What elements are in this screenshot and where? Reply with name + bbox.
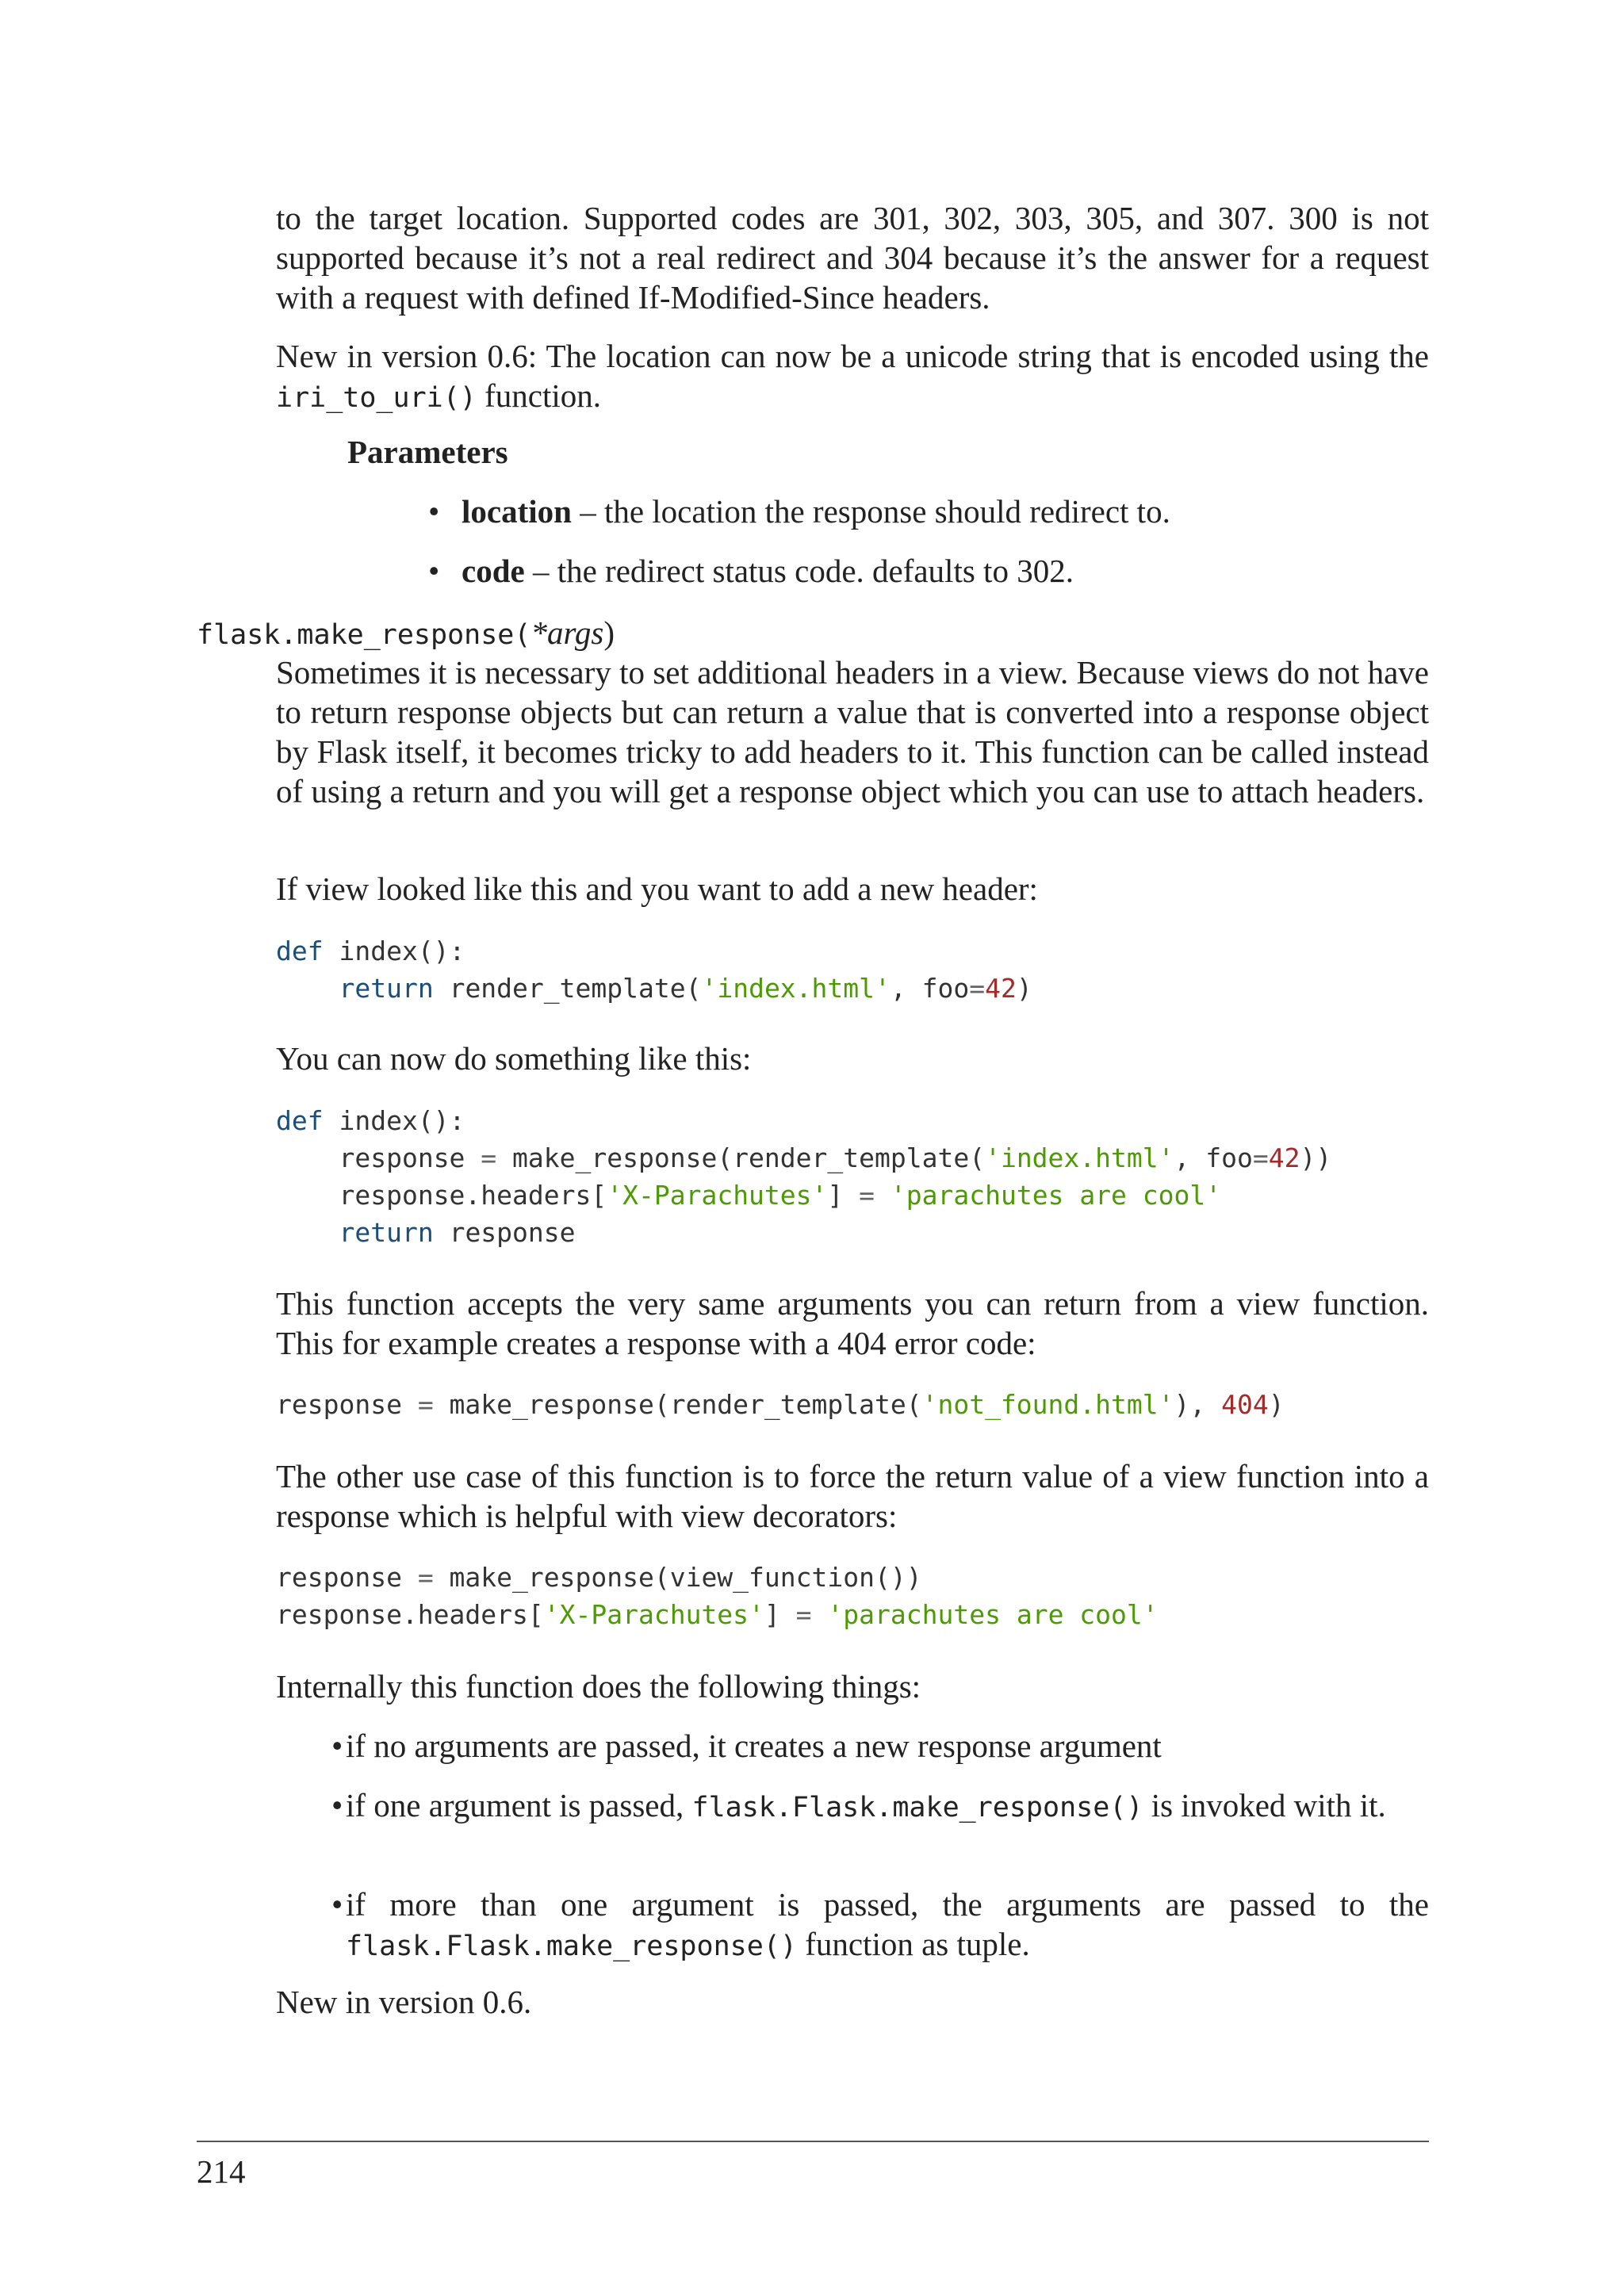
parameters-heading: Parameters bbox=[347, 434, 508, 470]
param-name: location bbox=[462, 493, 572, 530]
make-response-signature bbox=[197, 613, 615, 655]
param-location bbox=[428, 492, 1170, 531]
closing-new-in-version bbox=[276, 1982, 1429, 2022]
paragraph-text: The other use case of this function is to force the return value of a view function into a response which is helpful with view decorators: bbox=[276, 1458, 1429, 1534]
bullet-icon: • bbox=[331, 1787, 343, 1823]
make-response-para-1 bbox=[276, 652, 1429, 811]
function-close-paren: ) bbox=[603, 614, 615, 651]
bullet-item-2 bbox=[331, 1785, 1429, 1827]
make-response-para-4 bbox=[276, 1284, 1429, 1363]
new-in-prefix: New in version 0.6: The location can now be a unicode string that is encoded using the bbox=[276, 338, 1429, 374]
bullet-text: if one argument is passed, flask.Flask.make_response() is invoked with it. bbox=[346, 1787, 1386, 1823]
flask-make-response-ref[interactable]: flask.Flask.make_response() bbox=[346, 1931, 797, 1962]
footer-rule bbox=[197, 2141, 1429, 2142]
bullet-item-1 bbox=[331, 1726, 1429, 1766]
bullet-icon: • bbox=[428, 553, 440, 589]
bullet-text: if no arguments are passed, it creates a new response argument bbox=[346, 1728, 1162, 1764]
param-desc: – the redirect status code. defaults to 302. bbox=[524, 553, 1074, 589]
function-args: *args bbox=[530, 614, 604, 651]
new-in-suffix: function. bbox=[476, 377, 602, 414]
paragraph-text: If view looked like this and you want to add a new header: bbox=[276, 871, 1038, 907]
param-desc: – the location the response should redirect to. bbox=[571, 493, 1170, 530]
bullet-icon: • bbox=[331, 1728, 343, 1764]
paragraph-text: Sometimes it is necessary to set additional headers in a view. Because views do not have to return response objects but can return a value that is converted into a response object by Flask itself, it becomes tricky to add headers to it. This function can be called instead of using a return and you will get a response object which you can use to attach headers. bbox=[276, 654, 1429, 809]
param-code bbox=[428, 551, 1074, 591]
param-name: code bbox=[462, 553, 525, 589]
make-response-para-5 bbox=[276, 1456, 1429, 1536]
flask-make-response-ref[interactable]: flask.Flask.make_response() bbox=[691, 1792, 1143, 1823]
redirect-new-in-version bbox=[276, 336, 1429, 418]
bullet-icon: • bbox=[331, 1886, 343, 1923]
make-response-para-2 bbox=[276, 869, 1429, 909]
make-response-para-6 bbox=[276, 1667, 1429, 1706]
redirect-intro-text: to the target location. Supported codes are 301, 302, 303, 305, and 307. 300 is not supported because it’s not a real redirect and 304 because it’s the answer for a request with a request with defined If-Modified-Since headers. bbox=[276, 200, 1429, 316]
paragraph-text: You can now do something like this: bbox=[276, 1040, 752, 1077]
code-block-2: def index(): response = make_response(render_template('index.html', foo=42)) response.headers['X-Parachutes'] = 'parachutes are cool' return response bbox=[276, 1105, 1332, 1248]
bullet-item-3 bbox=[331, 1885, 1429, 1966]
page-number: 214 bbox=[197, 2153, 246, 2190]
paragraph-text: This function accepts the very same arguments you can return from a view function. This for example creates a response with a 404 error code: bbox=[276, 1285, 1429, 1361]
code-block-4: response = make_response(view_function()) response.headers['X-Parachutes'] = 'parachutes are cool' bbox=[276, 1562, 1159, 1630]
iri-to-uri-ref[interactable]: iri_to_uri() bbox=[276, 382, 477, 414]
paragraph-text: Internally this function does the following things: bbox=[276, 1668, 921, 1705]
function-name[interactable]: flask.make_response( bbox=[197, 619, 531, 651]
bullet-icon: • bbox=[428, 493, 440, 530]
paragraph-text: New in version 0.6. bbox=[276, 1984, 532, 2020]
redirect-intro bbox=[276, 198, 1429, 317]
code-block-3: response = make_response(render_template('not_found.html'), 404) bbox=[276, 1389, 1285, 1420]
make-response-para-3 bbox=[276, 1039, 1429, 1078]
code-block-1: def index(): return render_template('index.html', foo=42) bbox=[276, 936, 1032, 1004]
bullet-text: if more than one argument is passed, the arguments are passed to the flask.Flask.make_response() function as tuple. bbox=[346, 1886, 1429, 1962]
